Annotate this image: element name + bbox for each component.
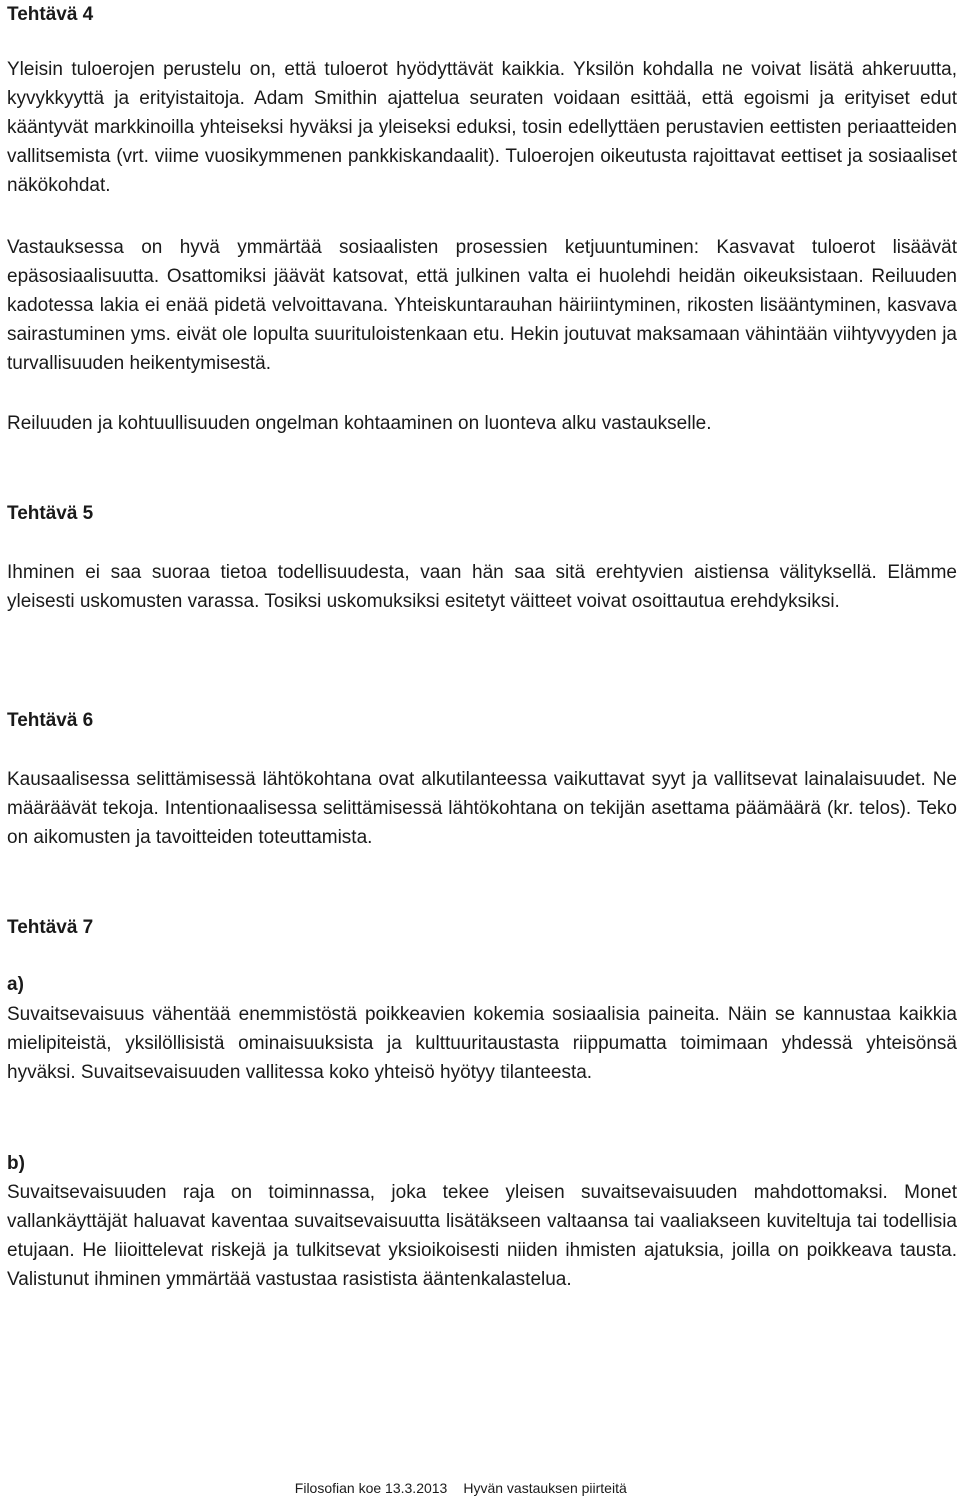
footer-exam-title: Filosofian koe 13.3.2013 <box>294 1480 448 1496</box>
paragraph-tehtava-7-b: Suvaitsevaisuuden raja on toiminnassa, joka tekee yleisen suvaitsevaisuuden mahdottomaksi. Monet vallankäyttäjät haluavat kaventaa suvaitsevaisuutta lisätäkseen valtaansa tai vaaliakseen kuviteltuja tai todellisia etujaan. He liioittelevat riskejä ja tulkitsevat yksioikoisesti niiden ihmisten ajatuksia, joilla on poikkeava tausta. Valistunut ihminen ymmärtää vastustaa rasistista ääntenkalastelua. <box>7 1182 957 1290</box>
paragraph-tehtava-4-3: Reiluuden ja kohtuullisuuden ongelman kohtaaminen on luonteva alku vastaukselle. <box>7 413 712 434</box>
footer-document-title: Hyvän vastauksen piirteitä <box>463 1480 627 1496</box>
section-title-tehtava-7: Tehtävä 7 <box>7 917 94 938</box>
section-title-tehtava-5: Tehtävä 5 <box>7 503 94 524</box>
part-label-b: b) <box>7 1153 25 1174</box>
section-title-tehtava-6: Tehtävä 6 <box>7 710 94 731</box>
part-label-a: a) <box>7 974 24 995</box>
paragraph-tehtava-4-1: Yleisin tuloerojen perustelu on, että tuloerot hyödyttävät kaikkia. Yksilön kohdalla ne voivat lisätä ahkeruutta, kyvykkyyttä ja erityistaitoja. Adam Smithin ajattelua seuraten voidaan esittää, että egoismi ja erityiset edut kääntyvät markkinoilla yhteiseksi hyväksi ja yleiseksi eduksi, tosin edellyttäen perustavien eettisten periaatteiden vallitsemista (vrt. viime vuosikymmenen pankkiskandaalit). Tuloerojen oikeutusta rajoittavat eettiset ja sosiaaliset näkökohdat. <box>7 59 957 196</box>
section-title-tehtava-4: Tehtävä 4 <box>7 4 94 25</box>
page-footer <box>287 1461 627 1497</box>
paragraph-tehtava-4-2: Vastauksessa on hyvä ymmärtää sosiaalisten prosessien ketjuuntuminen: Kasvavat tuloerot lisäävät epäsosiaalisuutta. Osattomiksi jäävät katsovat, että julkinen valta ei huolehdi heidän oikeuksistaan. Reiluuden kadotessa lakia ei enää pidetä velvoittavana. Yhteiskuntarauhan häiriintyminen, rikosten lisääntyminen, kasvava sairastuminen yms. eivät ole lopulta suurituloistenkaan etu. Hekin joutuvat maksamaan vähintään viihtyvyyden ja turvallisuuden heikentymisestä. <box>7 237 957 374</box>
paragraph-tehtava-6-1: Kausaalisessa selittämisessä lähtökohtana ovat alkutilanteessa vaikuttavat syyt ja vallitsevat lainalaisuudet. Ne määräävät tekoja. Intentionaalisessa selittämisessä lähtökohtana on tekijän asettama päämäärä (kr. telos). Teko on aikomusten ja tavoitteiden toteuttamista. <box>7 769 957 848</box>
paragraph-tehtava-5-1: Ihminen ei saa suoraa tietoa todellisuudesta, vaan hän saa sitä erehtyvien aistiensa välityksellä. Elämme yleisesti uskomusten varassa. Tosiksi uskomuksiksi esitetyt väitteet voivat osoittautua erehdyksiksi. <box>7 562 957 612</box>
paragraph-tehtava-7-a: Suvaitsevaisuus vähentää enemmistöstä poikkeavien kokemia sosiaalisia paineita. Näin se kannustaa kaikkia mielipiteistä, yksilöllisistä ominaisuuksista ja kulttuuritaustasta riippumatta toimimaan yhdessä yhteisönsä hyväksi. Suvaitsevaisuuden vallitessa koko yhteisö hyötyy tilanteesta. <box>7 1004 957 1083</box>
